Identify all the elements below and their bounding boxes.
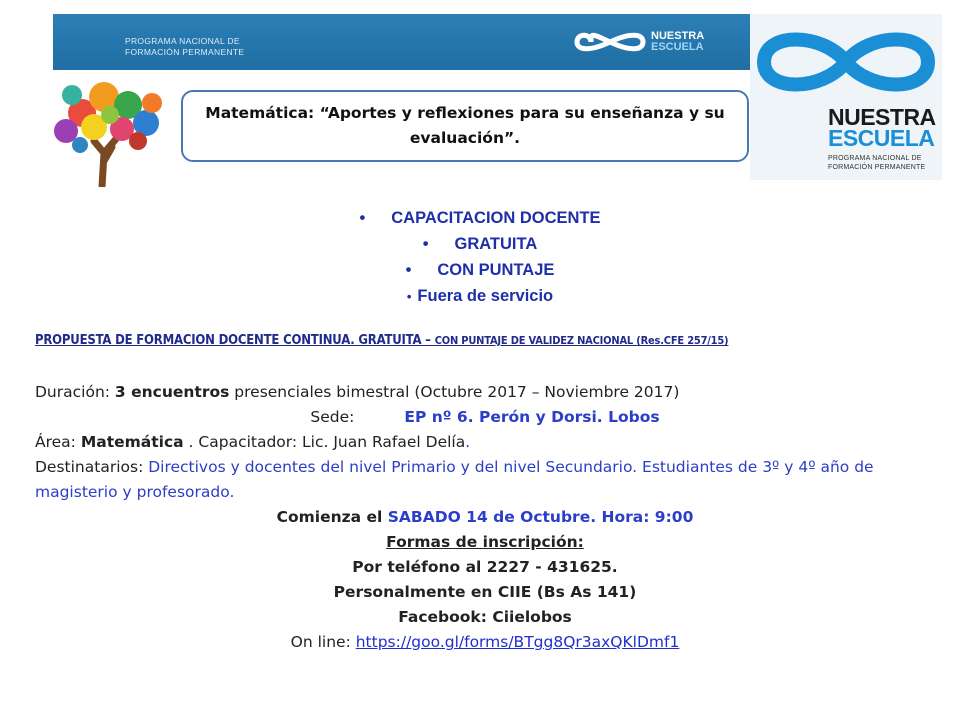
recipients-line: Destinatarios: Directivos y docentes del nivel Primario y del nivel Secundario. Estudiantes de 3º y 4º año de magisterio y profesorado. (35, 458, 874, 501)
in-person-line: Personalmente en CIIE (Bs As 141) (333, 583, 637, 601)
course-title: Matemática: “Aportes y reflexiones para su enseñanza y su evaluación”. (205, 104, 725, 147)
proposal-heading: PROPUESTA DE FORMACION DOCENTE CONTINUA. GRATUITA – CON PUNTAJE DE VALIDEZ NACIONAL (Res.CFE 257/15) (35, 333, 729, 348)
bullet-icon: • (406, 289, 412, 304)
duration-line: Duración: 3 encuentros presenciales bimestral (Octubre 2017 – Noviembre 2017) (35, 383, 680, 401)
start-line: Comienza el SABADO 14 de Octubre. Hora: 9:00 (276, 508, 694, 526)
nuestra-escuela-logo (750, 14, 942, 180)
program-name: PROGRAMA NACIONAL DE FORMACIÓN PERMANENTE (125, 36, 245, 57)
list-item: • CON PUNTAJE (0, 257, 960, 283)
logo-subtitle: PROGRAMA NACIONAL DE FORMACIÓN PERMANENTE (828, 155, 926, 171)
list-item: • CAPACITACION DOCENTE (0, 205, 960, 231)
area-line: Área: Matemática . Capacitador: Lic. Juan Rafael Delía. (35, 433, 471, 451)
tree-of-hands-icon (42, 75, 176, 187)
course-details (35, 380, 935, 655)
bullet-icon: • (359, 209, 366, 227)
phone-line: Por teléfono al 2227 - 431625. (352, 558, 618, 576)
highlights-list (0, 205, 960, 310)
course-title-box (181, 90, 749, 162)
online-line: On line: https://goo.gl/forms/BTgg8Qr3axQKlDmf1 (290, 633, 680, 651)
infinity-logo-icon (752, 18, 940, 106)
registration-form-link[interactable]: https://goo.gl/forms/BTgg8Qr3axQKlDmf1 (355, 633, 680, 651)
banner-brand: NUESTRA ESCUELA (651, 30, 705, 53)
logo-brand: NUESTRA ESCUELA (828, 104, 936, 151)
facebook-line: Facebook: Ciielobos (398, 608, 572, 626)
bullet-icon: • (422, 235, 429, 253)
list-item: • GRATUITA (0, 231, 960, 257)
header-banner (53, 14, 750, 70)
venue-line: Sede: EP nº 6. Perón y Dorsi. Lobos (310, 408, 660, 426)
bullet-icon: • (405, 261, 412, 279)
list-item: • Fuera de servicio (0, 283, 960, 310)
enrollment-title: Formas de inscripción: (386, 533, 584, 551)
infinity-logo-icon (573, 25, 647, 59)
